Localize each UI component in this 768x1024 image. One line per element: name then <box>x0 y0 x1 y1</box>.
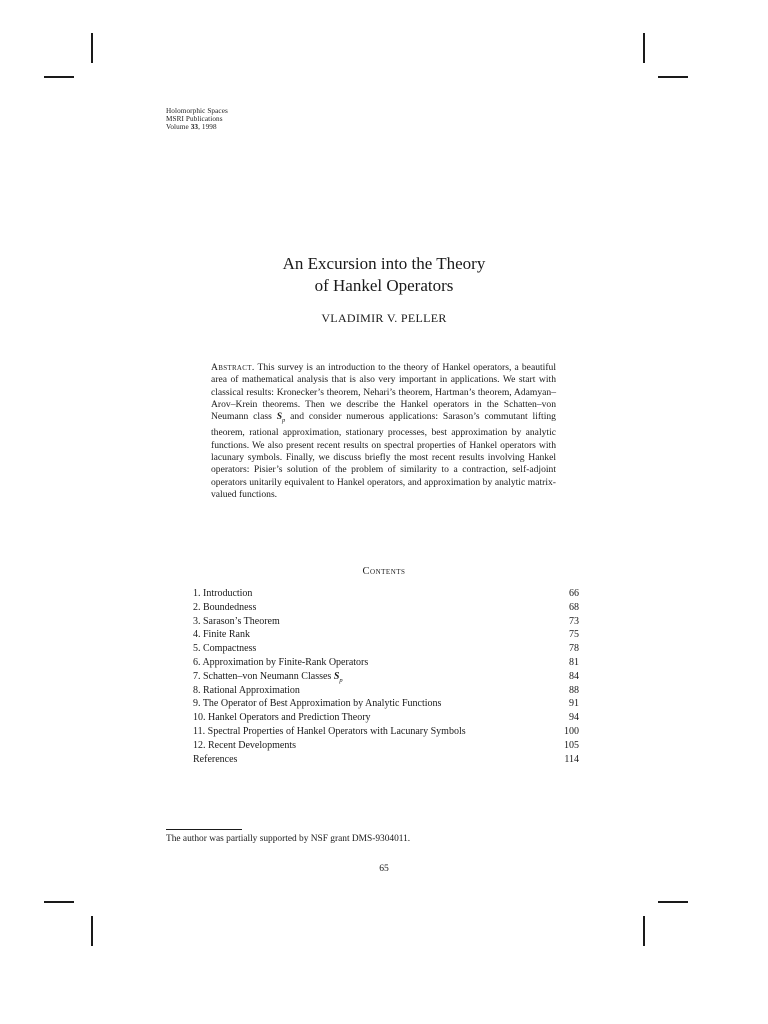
toc-entry[interactable] <box>193 753 579 767</box>
abstract-text-part-2: and consider numerous applications: Sarason’s commutant lifting theorem, rational approximation, stationary processes, best approximation by analytic functions. We also present recent results on spectral properties of Hankel operators with lacunary symbols. Finally, we discuss briefly the most recent results involving Hankel operators: Pisier’s solution of the problem of similarity to a contraction, self-adjoint operators unitarily equivalent to Hankel operators, and approximation by analytic matrix-valued functions. <box>211 411 556 500</box>
abstract-text-part-1: This survey is an introduction to the theory of Hankel operators, a beautiful area of mathematical analysis that is also very important in applications. We start with classical results: Kronecker’s theorem, Nehari’s theorem, Hartman’s theorem, Adamyan–Arov–Krein theorems. Then we describe the Hankel operators in the Schatten–von Neumann class <box>211 362 556 423</box>
toc-entry[interactable] <box>193 697 579 711</box>
paper-title <box>0 253 768 297</box>
toc-entry[interactable] <box>193 601 579 615</box>
author-name: VLADIMIR V. PELLER <box>321 311 447 325</box>
abstract-label: Abstract. <box>211 362 255 373</box>
page-number: 65 <box>379 863 389 874</box>
schatten-class-symbol: $S_p$ <box>333 670 343 684</box>
running-header <box>166 107 228 132</box>
toc-entry-page: 114 <box>564 753 579 765</box>
toc-entry-title: 4. Finite Rank <box>193 629 250 641</box>
header-volume: Volume 33, 1998 <box>166 123 217 132</box>
toc-entry[interactable] <box>193 684 579 698</box>
toc-entry-label <box>193 615 280 629</box>
contents-heading: Contents <box>362 566 406 577</box>
toc-entry-page: 84 <box>569 670 579 682</box>
toc-entry[interactable] <box>193 725 579 739</box>
toc-entry-label <box>193 753 237 767</box>
toc-entry-page: 66 <box>569 588 579 599</box>
toc-entry[interactable] <box>193 615 579 629</box>
toc-entry-title: 6. Approximation by Finite-Rank Operators <box>193 656 369 668</box>
toc-entry-label <box>193 587 252 601</box>
crop-mark-bottom-right-horizontal <box>658 901 688 903</box>
footnote: The author was partially supported by NSF grant DMS-9304011. <box>166 834 411 844</box>
toc-entry-label <box>193 601 256 615</box>
toc-entry-page: 68 <box>569 601 579 613</box>
schatten-class-symbol: $S_p$ <box>276 411 286 425</box>
toc-entry-label <box>193 642 256 656</box>
toc-entry[interactable] <box>193 642 579 656</box>
toc-entry[interactable] <box>193 628 579 642</box>
toc-entry-title: 9. The Operator of Best Approximation by Analytic Functions <box>193 698 442 710</box>
toc-entry[interactable] <box>193 670 579 684</box>
toc-entry-page: 75 <box>569 629 579 641</box>
toc-entry-label <box>193 697 441 711</box>
abstract <box>211 362 556 501</box>
toc-entry-title: 5. Compactness <box>193 643 257 655</box>
toc-entry-label <box>193 628 250 642</box>
toc-entry-title: References <box>193 753 238 765</box>
toc-entry-title: 11. Spectral Properties of Hankel Operators with Lacunary Symbols <box>193 725 466 737</box>
toc-entry-title: 2. Boundedness <box>193 601 257 613</box>
header-series: Holomorphic Spaces <box>166 107 228 115</box>
toc-entry-label <box>193 725 466 739</box>
toc-entry-page: 94 <box>569 712 579 724</box>
toc-entry[interactable] <box>193 739 579 753</box>
toc-entry-title: 1. Introduction <box>193 588 253 599</box>
crop-mark-top-right-vertical <box>643 33 645 63</box>
toc-entry-title: 7. Schatten–von Neumann Classes <box>193 670 334 682</box>
toc-entry-title: 8. Rational Approximation <box>193 684 300 696</box>
crop-mark-top-left-horizontal <box>44 76 74 78</box>
volume-number: 33 <box>190 123 199 132</box>
header-publisher: MSRI Publications <box>166 115 223 124</box>
toc-entry-title: 12. Recent Developments <box>193 739 297 751</box>
table-of-contents <box>193 587 579 766</box>
crop-mark-bottom-left-vertical <box>91 916 93 946</box>
toc-entry-page: 81 <box>569 656 579 668</box>
toc-entry-label <box>193 684 300 698</box>
toc-entry-title: 10. Hankel Operators and Prediction Theory <box>193 712 371 724</box>
toc-entry-label <box>193 656 368 670</box>
crop-mark-bottom-left-horizontal <box>44 901 74 903</box>
toc-entry[interactable] <box>193 711 579 725</box>
footnote-rule <box>166 829 242 830</box>
toc-entry-title: 3. Sarason’s Theorem <box>193 615 280 627</box>
title-line-1: An Excursion into the Theory <box>282 254 486 273</box>
toc-entry-label <box>193 670 343 684</box>
toc-entry[interactable] <box>193 656 579 670</box>
toc-entry[interactable] <box>193 587 579 601</box>
toc-entry-label <box>193 739 296 753</box>
toc-entry-page: 73 <box>569 615 579 627</box>
title-line-2: of Hankel Operators <box>314 276 454 295</box>
toc-entry-page: 105 <box>564 739 579 751</box>
crop-mark-top-left-vertical <box>91 33 93 63</box>
toc-entry-page: 100 <box>564 725 579 737</box>
toc-entry-label <box>193 711 371 725</box>
toc-entry-page: 91 <box>569 698 579 710</box>
toc-entry-page: 78 <box>569 643 579 655</box>
crop-mark-top-right-horizontal <box>658 76 688 78</box>
crop-mark-bottom-right-vertical <box>643 916 645 946</box>
toc-entry-page: 88 <box>569 684 579 696</box>
